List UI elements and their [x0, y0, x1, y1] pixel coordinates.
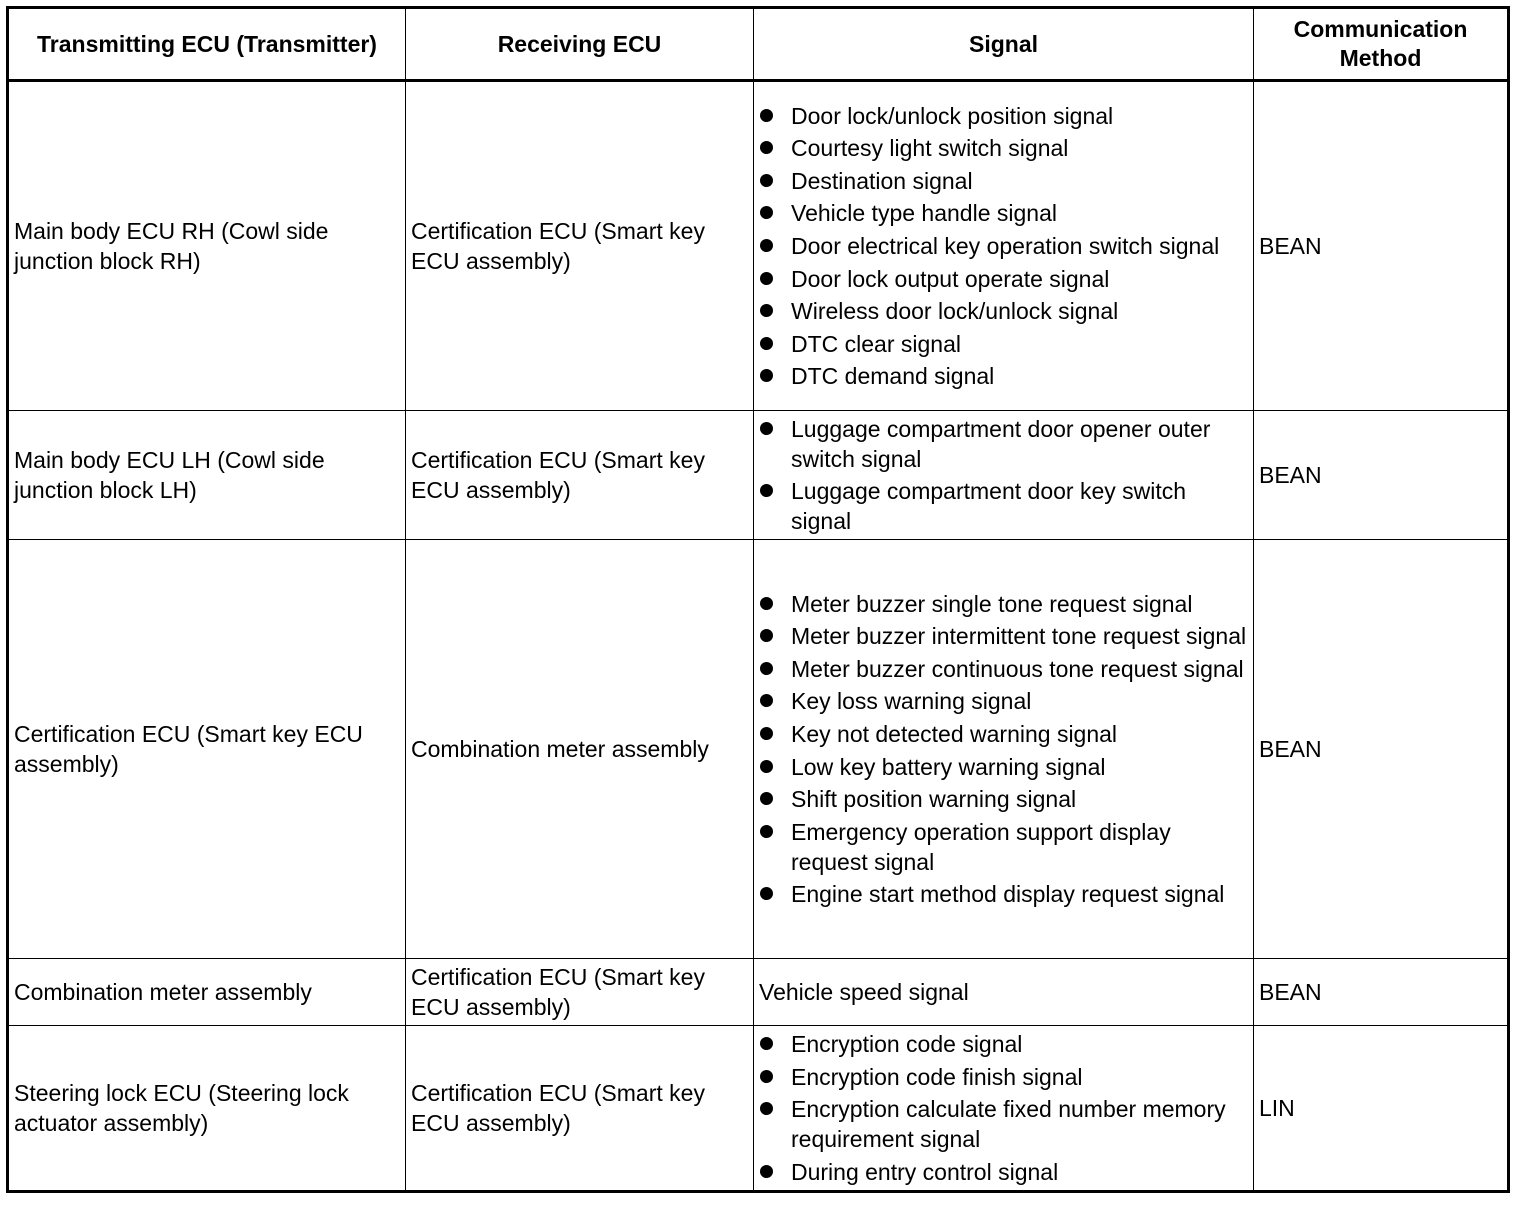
signal-item [759, 879, 1248, 909]
signal-item [759, 752, 1248, 782]
signal-item [759, 1062, 1248, 1092]
bullet-icon [760, 422, 773, 435]
transmitter-cell: Main body ECU RH (Cowl side junction block RH) [8, 81, 406, 411]
signal-item [759, 231, 1248, 261]
signal-item [759, 361, 1248, 391]
method-cell: BEAN [1254, 540, 1509, 959]
signal-text: Door lock/unlock position signal [791, 102, 1114, 129]
signal-text: DTC demand signal [791, 363, 995, 390]
bullet-icon [760, 304, 773, 317]
signal-cell [754, 81, 1254, 411]
header-receiver: Receiving ECU [406, 8, 754, 81]
header-method: Communication Method [1254, 8, 1509, 81]
bullet-icon [760, 239, 773, 252]
receiver-cell: Certification ECU (Smart key ECU assembly) [406, 1026, 754, 1192]
signal-text: Key not detected warning signal [791, 721, 1118, 747]
signal-text: Emergency operation support display request signal [791, 818, 1171, 875]
signal-cell [754, 1026, 1254, 1192]
receiver-cell: Certification ECU (Smart key ECU assembly) [406, 959, 754, 1026]
signal-item [759, 414, 1248, 474]
signal-item [759, 1157, 1248, 1187]
transmitter-cell: Main body ECU LH (Cowl side junction block LH) [8, 411, 406, 540]
signal-cell [754, 540, 1254, 959]
signal-item [759, 1029, 1248, 1059]
table-row [8, 959, 1509, 1026]
signal-item [759, 621, 1248, 651]
bullet-icon [760, 174, 773, 187]
signal-item [759, 1094, 1248, 1154]
receiver-cell: Certification ECU (Smart key ECU assembly) [406, 81, 754, 411]
table-row [8, 411, 1509, 540]
signal-text: Encryption code finish signal [791, 1063, 1083, 1090]
signal-text: Door electrical key operation switch signal [791, 233, 1220, 259]
signal-text: Wireless door lock/unlock signal [791, 298, 1119, 325]
signal-text: Low key battery warning signal [791, 753, 1106, 780]
signal-cell [754, 411, 1254, 540]
signal-item [759, 296, 1248, 326]
bullet-icon [760, 887, 773, 900]
signal-text: Meter buzzer single tone request signal [791, 590, 1193, 617]
signal-item [759, 101, 1248, 131]
bullet-icon [760, 337, 773, 350]
signal-item [759, 133, 1248, 163]
signal-list [759, 414, 1248, 537]
bullet-icon [760, 109, 773, 122]
bullet-icon [760, 760, 773, 773]
bullet-icon [760, 694, 773, 707]
signal-text: Courtesy light switch signal [791, 135, 1069, 162]
bullet-icon [760, 792, 773, 805]
signal-item [759, 329, 1248, 359]
signal-item [759, 719, 1248, 749]
table-row [8, 1026, 1509, 1192]
signal-text: Encryption code signal [791, 1031, 1023, 1058]
signal-text: Meter buzzer continuous tone request signal [791, 655, 1244, 682]
bullet-icon [760, 629, 773, 642]
header-signal: Signal [754, 8, 1254, 81]
signal-item [759, 784, 1248, 814]
signal-text: Key loss warning signal [791, 688, 1032, 715]
signal-text: Encryption calculate fixed number memory requirement signal [791, 1096, 1226, 1153]
ecu-communication-table [6, 6, 1510, 1193]
signal-item [759, 686, 1248, 716]
receiver-cell: Combination meter assembly [406, 540, 754, 959]
bullet-icon [760, 206, 773, 219]
bullet-icon [760, 484, 773, 497]
signal-text: Luggage compartment door key switch signal [791, 478, 1187, 535]
bullet-icon [760, 141, 773, 154]
header-row [8, 8, 1509, 81]
bullet-icon [760, 825, 773, 838]
signal-list [759, 101, 1248, 392]
table-row [8, 540, 1509, 959]
header-transmitter: Transmitting ECU (Transmitter) [8, 8, 406, 81]
signal-item [759, 817, 1248, 877]
signal-text: Engine start method display request signal [791, 881, 1225, 908]
bullet-icon [760, 1070, 773, 1083]
transmitter-cell: Steering lock ECU (Steering lock actuator assembly) [8, 1026, 406, 1192]
signal-item [759, 166, 1248, 196]
signal-text: Meter buzzer intermittent tone request signal [791, 623, 1247, 650]
bullet-icon [760, 1102, 773, 1115]
bullet-icon [760, 369, 773, 382]
signal-text: During entry control signal [791, 1158, 1059, 1185]
signal-item [759, 198, 1248, 228]
transmitter-cell: Combination meter assembly [8, 959, 406, 1026]
bullet-icon [760, 272, 773, 285]
signal-text: Luggage compartment door opener outer switch signal [791, 415, 1211, 472]
bullet-icon [760, 1165, 773, 1178]
method-cell: BEAN [1254, 81, 1509, 411]
bullet-icon [760, 727, 773, 740]
signal-text: Vehicle type handle signal [791, 200, 1057, 227]
bullet-icon [760, 597, 773, 610]
signal-text: Door lock output operate signal [791, 265, 1110, 292]
bullet-icon [760, 662, 773, 675]
transmitter-cell: Certification ECU (Smart key ECU assembly) [8, 540, 406, 959]
method-cell: LIN [1254, 1026, 1509, 1192]
signal-list [759, 1029, 1248, 1187]
signal-item [759, 264, 1248, 294]
signal-item [759, 476, 1248, 536]
bullet-icon [760, 1037, 773, 1050]
signal-cell: Vehicle speed signal [754, 959, 1254, 1026]
signal-text: DTC clear signal [791, 330, 961, 357]
method-cell: BEAN [1254, 411, 1509, 540]
signal-text: Destination signal [791, 167, 973, 194]
signal-text: Shift position warning signal [791, 786, 1077, 813]
method-cell: BEAN [1254, 959, 1509, 1026]
signal-item [759, 589, 1248, 619]
signal-list [759, 589, 1248, 910]
receiver-cell: Certification ECU (Smart key ECU assembly) [406, 411, 754, 540]
table-row [8, 81, 1509, 411]
signal-item [759, 654, 1248, 684]
